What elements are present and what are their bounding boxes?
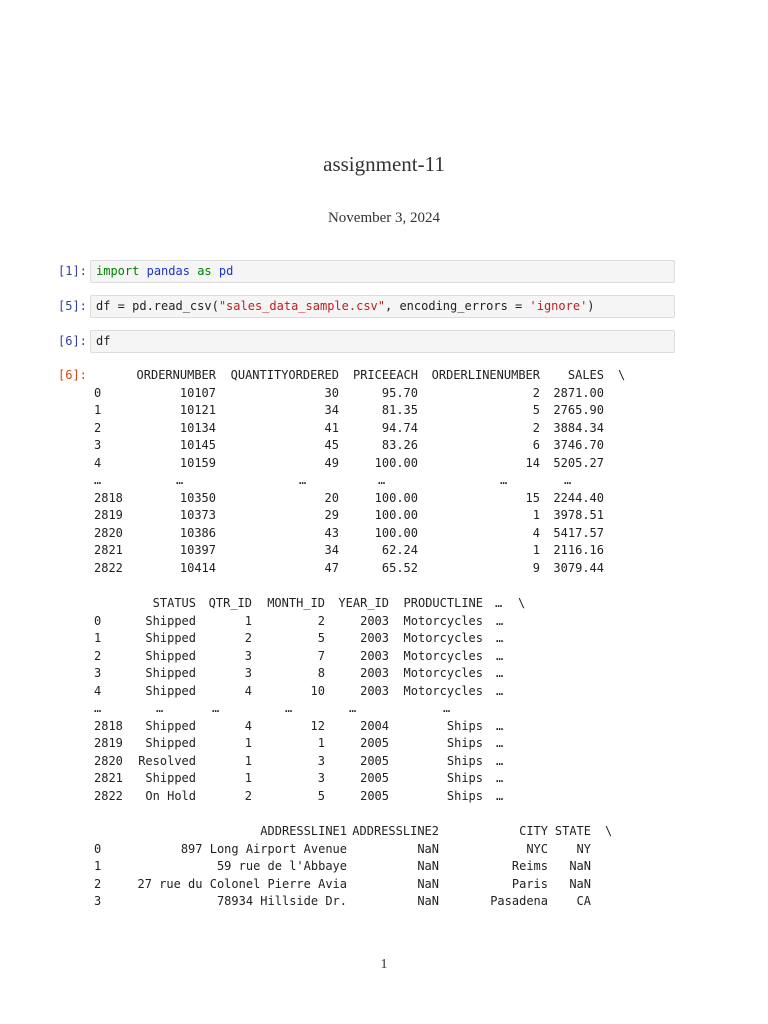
table-cell: 15 (525, 490, 540, 505)
table-cell: 2116.16 (553, 543, 604, 557)
table-cell: 2244.40 (553, 490, 604, 505)
column-header: ADDRESSLINE1 (260, 824, 347, 838)
table-cell: … (212, 701, 220, 715)
code-cell-6[interactable] (90, 330, 675, 353)
table-cell: 5 (317, 631, 325, 645)
table-cell: 78934 Hillside Dr. (216, 894, 347, 908)
column-header: CITY (519, 824, 548, 838)
table-cell: 1 (244, 736, 252, 750)
row-index: 2822 (94, 788, 123, 803)
table-cell: 10414 (179, 560, 216, 575)
table-cell: Shipped (145, 613, 196, 628)
table-cell: 1 (532, 508, 540, 522)
table-cell: 49 (324, 455, 339, 470)
table-cell: … (496, 753, 504, 768)
table-cell: 1 (317, 736, 325, 750)
table-cell: 2005 (360, 788, 389, 803)
row-index: 2821 (94, 771, 123, 785)
code-token: ) (587, 299, 595, 313)
table-cell: … (443, 701, 451, 715)
table-cell: 1 (244, 771, 252, 785)
code-token: as (197, 264, 212, 278)
table-cell: 43 (324, 525, 339, 540)
table-cell: Motorcycles (403, 631, 483, 645)
table-cell: 3884.34 (553, 420, 604, 435)
table-cell: Resolved (138, 753, 196, 768)
table-cell: Shipped (145, 666, 196, 680)
table-cell: Shipped (145, 648, 196, 663)
table-cell: 29 (324, 508, 339, 522)
table-cell: 45 (324, 438, 339, 452)
table-cell: Motorcycles (403, 666, 483, 680)
row-index: 3 (94, 666, 102, 680)
row-index: 2818 (94, 490, 123, 505)
code-cell-1[interactable] (90, 260, 675, 283)
table-cell: 94.74 (381, 420, 418, 435)
table-cell: 1 (532, 543, 540, 557)
table-cell: Shipped (145, 631, 196, 645)
row-index: 2 (94, 648, 102, 663)
table-cell: Ships (446, 753, 483, 768)
column-header: \ (518, 596, 526, 610)
table-cell: NYC (526, 841, 548, 856)
table-cell: 1 (244, 613, 252, 628)
table-cell: … (496, 718, 504, 733)
table-cell: Shipped (145, 683, 196, 698)
table-cell: 10 (310, 683, 325, 698)
row-index: 2 (94, 876, 102, 891)
table-cell: 2003 (360, 631, 389, 645)
row-index: 0 (94, 613, 102, 628)
code-token: df = pd.read_csv( (96, 299, 219, 313)
column-header: PRICEEACH (352, 368, 418, 382)
row-index: 4 (94, 455, 102, 470)
table-cell: 4 (244, 718, 252, 733)
table-cell: 65.52 (381, 560, 418, 575)
table-cell: NaN (417, 876, 439, 891)
table-cell: NaN (569, 859, 591, 873)
table-cell: 10386 (179, 525, 216, 540)
table-cell: Shipped (145, 736, 196, 750)
table-cell: 81.35 (381, 403, 418, 417)
column-header: QUANTITYORDERED (230, 368, 339, 382)
table-cell: NaN (569, 876, 591, 891)
input-prompt-1: [1]: (58, 264, 87, 278)
table-cell: 30 (324, 385, 339, 400)
row-index: 4 (94, 683, 102, 698)
table-cell: 7 (317, 648, 325, 663)
table-cell: Paris (511, 876, 548, 891)
table-cell: 2003 (360, 648, 389, 663)
row-index: 1 (94, 403, 102, 417)
table-cell: 5417.57 (553, 525, 604, 540)
row-index: 1 (94, 631, 102, 645)
code-token: "sales_data_sample.csv" (218, 299, 385, 313)
row-index: 3 (94, 894, 102, 908)
table-cell: 5 (317, 788, 325, 803)
table-cell: 6 (532, 438, 540, 452)
row-index: 2820 (94, 753, 123, 768)
table-cell: 2 (532, 385, 540, 400)
code-token: df (96, 334, 111, 348)
table-cell: … (564, 473, 572, 487)
table-cell: 10350 (179, 490, 216, 505)
row-index: 2 (94, 420, 102, 435)
column-header: … (495, 596, 503, 610)
table-cell: NY (576, 841, 591, 856)
column-header: ADDRESSLINE2 (352, 824, 439, 838)
table-cell: 62.24 (381, 543, 418, 557)
table-cell: … (156, 701, 164, 715)
row-index: 3 (94, 438, 102, 452)
table-cell: … (285, 701, 293, 715)
table-cell: CA (576, 894, 591, 908)
table-cell: 3 (244, 666, 252, 680)
table-cell: 14 (525, 455, 540, 470)
column-header: PRODUCTLINE (403, 596, 483, 610)
table-cell: 100.00 (374, 525, 418, 540)
table-cell: 83.26 (381, 438, 418, 452)
table-cell: 47 (324, 560, 339, 575)
table-cell: 2005 (360, 753, 389, 768)
table-cell: 5205.27 (553, 455, 604, 470)
table-cell: … (176, 473, 184, 487)
table-cell: Pasadena (490, 894, 548, 908)
table-cell: NaN (417, 894, 439, 908)
row-index: 0 (94, 841, 102, 856)
row-index: … (94, 701, 102, 715)
table-cell: 12 (310, 718, 325, 733)
table-cell: 2003 (360, 683, 389, 698)
column-header: \ (605, 824, 613, 838)
table-cell: 100.00 (374, 490, 418, 505)
code-token (212, 264, 219, 278)
table-cell: 4 (244, 683, 252, 698)
code-cell-5[interactable] (90, 295, 675, 318)
column-header: ORDERLINENUMBER (431, 368, 540, 382)
table-cell: Motorcycles (403, 613, 483, 628)
table-cell: 3746.70 (553, 438, 604, 452)
table-cell: 10397 (179, 543, 216, 557)
column-header: YEAR_ID (338, 596, 389, 610)
table-cell: … (496, 631, 504, 645)
code-token (139, 264, 146, 278)
table-cell: Ships (446, 718, 483, 733)
table-cell: 100.00 (374, 508, 418, 522)
row-index: 2821 (94, 543, 123, 557)
table-cell: 2765.90 (553, 403, 604, 417)
table-cell: 4 (532, 525, 540, 540)
table-cell: … (496, 648, 504, 663)
column-header: ORDERNUMBER (136, 368, 216, 382)
table-cell: 3 (317, 771, 325, 785)
code-token: , encoding_errors = (385, 299, 530, 313)
row-index: 2822 (94, 560, 123, 575)
table-cell: 41 (324, 420, 339, 435)
table-cell: Ships (446, 788, 483, 803)
table-cell: NaN (417, 841, 439, 856)
table-cell: … (496, 683, 504, 698)
table-cell: 3 (317, 753, 325, 768)
table-cell: … (496, 613, 504, 628)
table-cell: On Hold (145, 788, 196, 803)
table-cell: … (496, 771, 504, 785)
row-index: 1 (94, 859, 102, 873)
row-index: 2819 (94, 736, 123, 750)
table-cell: 3978.51 (553, 508, 604, 522)
table-cell: 5 (532, 403, 540, 417)
table-cell: 10159 (179, 455, 216, 470)
document-title: assignment-11 (323, 152, 445, 176)
output-prompt-6: [6]: (58, 368, 87, 382)
table-cell: … (496, 736, 504, 750)
table-cell: 3079.44 (553, 560, 604, 575)
row-index: 2818 (94, 718, 123, 733)
table-cell: Motorcycles (403, 683, 483, 698)
table-cell: 2005 (360, 736, 389, 750)
code-token: import (96, 264, 140, 278)
row-index: 2820 (94, 525, 123, 540)
table-cell: Reims (511, 859, 548, 873)
column-header: STATUS (152, 596, 196, 610)
table-cell: 1 (244, 753, 252, 768)
table-cell: 8 (317, 666, 325, 680)
column-header: \ (618, 368, 626, 382)
table-cell: … (299, 473, 307, 487)
column-header: SALES (567, 368, 604, 382)
table-cell: 2004 (360, 718, 389, 733)
table-cell: 10107 (179, 385, 216, 400)
table-cell: 9 (532, 560, 540, 575)
table-cell: 2 (532, 420, 540, 435)
column-header: STATE (554, 824, 591, 838)
code-token: pd (218, 264, 234, 278)
table-cell: Ships (446, 771, 483, 785)
table-cell: 95.70 (381, 385, 418, 400)
table-cell: … (500, 473, 508, 487)
input-prompt-5: [5]: (58, 299, 87, 313)
row-index: 0 (94, 385, 102, 400)
column-header: MONTH_ID (267, 596, 325, 610)
row-index: … (94, 473, 102, 487)
table-cell: Shipped (145, 718, 196, 733)
page-number: 1 (380, 957, 388, 972)
table-cell: Ships (446, 736, 483, 750)
table-cell: 34 (324, 403, 339, 417)
table-cell: 2 (244, 788, 252, 803)
table-cell: 100.00 (374, 455, 418, 470)
table-cell: … (496, 788, 504, 803)
table-cell: 10134 (179, 420, 216, 435)
table-cell: 59 rue de l'Abbaye (216, 859, 347, 873)
table-cell: 2871.00 (553, 385, 604, 400)
table-cell: 3 (244, 648, 252, 663)
table-cell: 10373 (179, 508, 216, 522)
table-cell: … (349, 701, 357, 715)
table-cell: NaN (417, 859, 439, 873)
table-cell: 2 (244, 631, 252, 645)
table-cell: 2003 (360, 613, 389, 628)
table-cell: … (496, 666, 504, 680)
table-cell: 27 rue du Colonel Pierre Avia (137, 876, 347, 891)
table-cell: 897 Long Airport Avenue (180, 841, 347, 856)
table-cell: 10121 (179, 403, 216, 417)
table-cell: Motorcycles (403, 648, 483, 663)
table-cell: Shipped (145, 771, 196, 785)
code-token: pandas (146, 264, 190, 278)
row-index: 2819 (94, 508, 123, 522)
input-prompt-6: [6]: (58, 334, 87, 348)
table-cell: … (378, 473, 386, 487)
table-cell: 34 (324, 543, 339, 557)
table-cell: 10145 (179, 438, 216, 452)
column-header: QTR_ID (208, 596, 252, 610)
table-cell: 2005 (360, 771, 389, 785)
table-cell: 2003 (360, 666, 389, 680)
table-cell: 20 (324, 490, 339, 505)
document-date: November 3, 2024 (327, 210, 441, 226)
code-token: 'ignore' (529, 299, 588, 313)
table-cell: 2 (317, 613, 325, 628)
